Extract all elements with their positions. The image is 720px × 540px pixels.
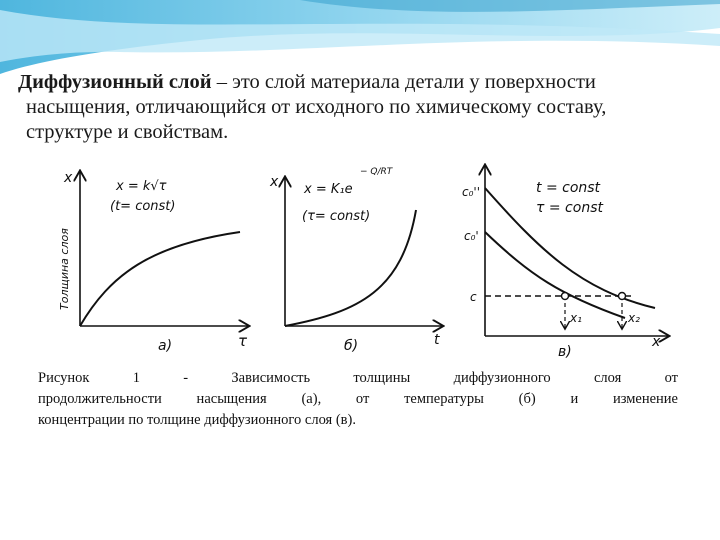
panel-a-tag: а) xyxy=(158,338,173,354)
panel-c-tag: в) xyxy=(558,344,572,360)
panel-c-x2-point xyxy=(619,293,626,300)
panel-c-x2-label: x₂ xyxy=(628,311,640,325)
panel-a-formula: x = k√τ xyxy=(116,179,167,194)
panel-a-condition: (t= const) xyxy=(110,199,176,214)
panel-c-lower-curve xyxy=(485,232,625,318)
intro-definition: – это слой материала детали у поверхности xyxy=(211,71,596,93)
panel-a-x-axis-label: τ xyxy=(238,332,248,350)
caption-line-1: Рисунок 1 - Зависимость толщины диффузионного слоя от xyxy=(38,370,678,386)
caption-line-2: продолжительности насыщения (а), от температуры (б) и изменение xyxy=(38,391,678,407)
panel-c-c0pp-label: c₀'' xyxy=(462,185,481,199)
panel-b-condition: (τ= const) xyxy=(302,209,371,224)
panel-c-c-label: c xyxy=(470,290,477,304)
panel-c-x1-label: x₁ xyxy=(570,311,582,325)
figure-caption xyxy=(38,368,678,431)
panel-b-formula-exponent: − Q/RT xyxy=(360,167,393,177)
panel-b-x-axis-label: t xyxy=(434,332,440,348)
intro-paragraph xyxy=(18,70,712,148)
intro-term: Диффузионный слой xyxy=(18,71,212,93)
decorative-banner xyxy=(0,0,720,80)
panel-b-curve xyxy=(285,210,416,326)
panel-c-x-axis-label: x xyxy=(652,334,661,350)
panel-b-formula: x = K₁e xyxy=(304,182,353,197)
panel-a xyxy=(58,170,248,354)
intro-line-1 xyxy=(18,70,712,95)
panel-c-cond-t: t = const xyxy=(536,180,601,196)
intro-line-2: насыщения, отличающийся от исходного по химическому составу, xyxy=(26,96,607,118)
panel-a-y-title: Толщина слоя xyxy=(58,228,71,310)
intro-line-3: структуре и свойствам. xyxy=(26,121,229,143)
panel-c-x1-point xyxy=(562,293,569,300)
caption-line-3: концентрации по толщине диффузионного слоя (в). xyxy=(38,412,356,428)
panel-c-c0p-label: c₀' xyxy=(464,229,479,243)
panel-c xyxy=(462,166,668,360)
panel-b-tag: б) xyxy=(344,338,359,354)
panel-a-y-axis-label: x xyxy=(64,170,73,186)
panel-b-y-axis-label: x xyxy=(270,174,279,190)
figure-diffusion-graphs xyxy=(40,150,680,368)
panel-a-curve xyxy=(80,232,240,326)
panel-c-cond-tau: τ = const xyxy=(536,200,603,216)
panel-b xyxy=(269,167,442,354)
